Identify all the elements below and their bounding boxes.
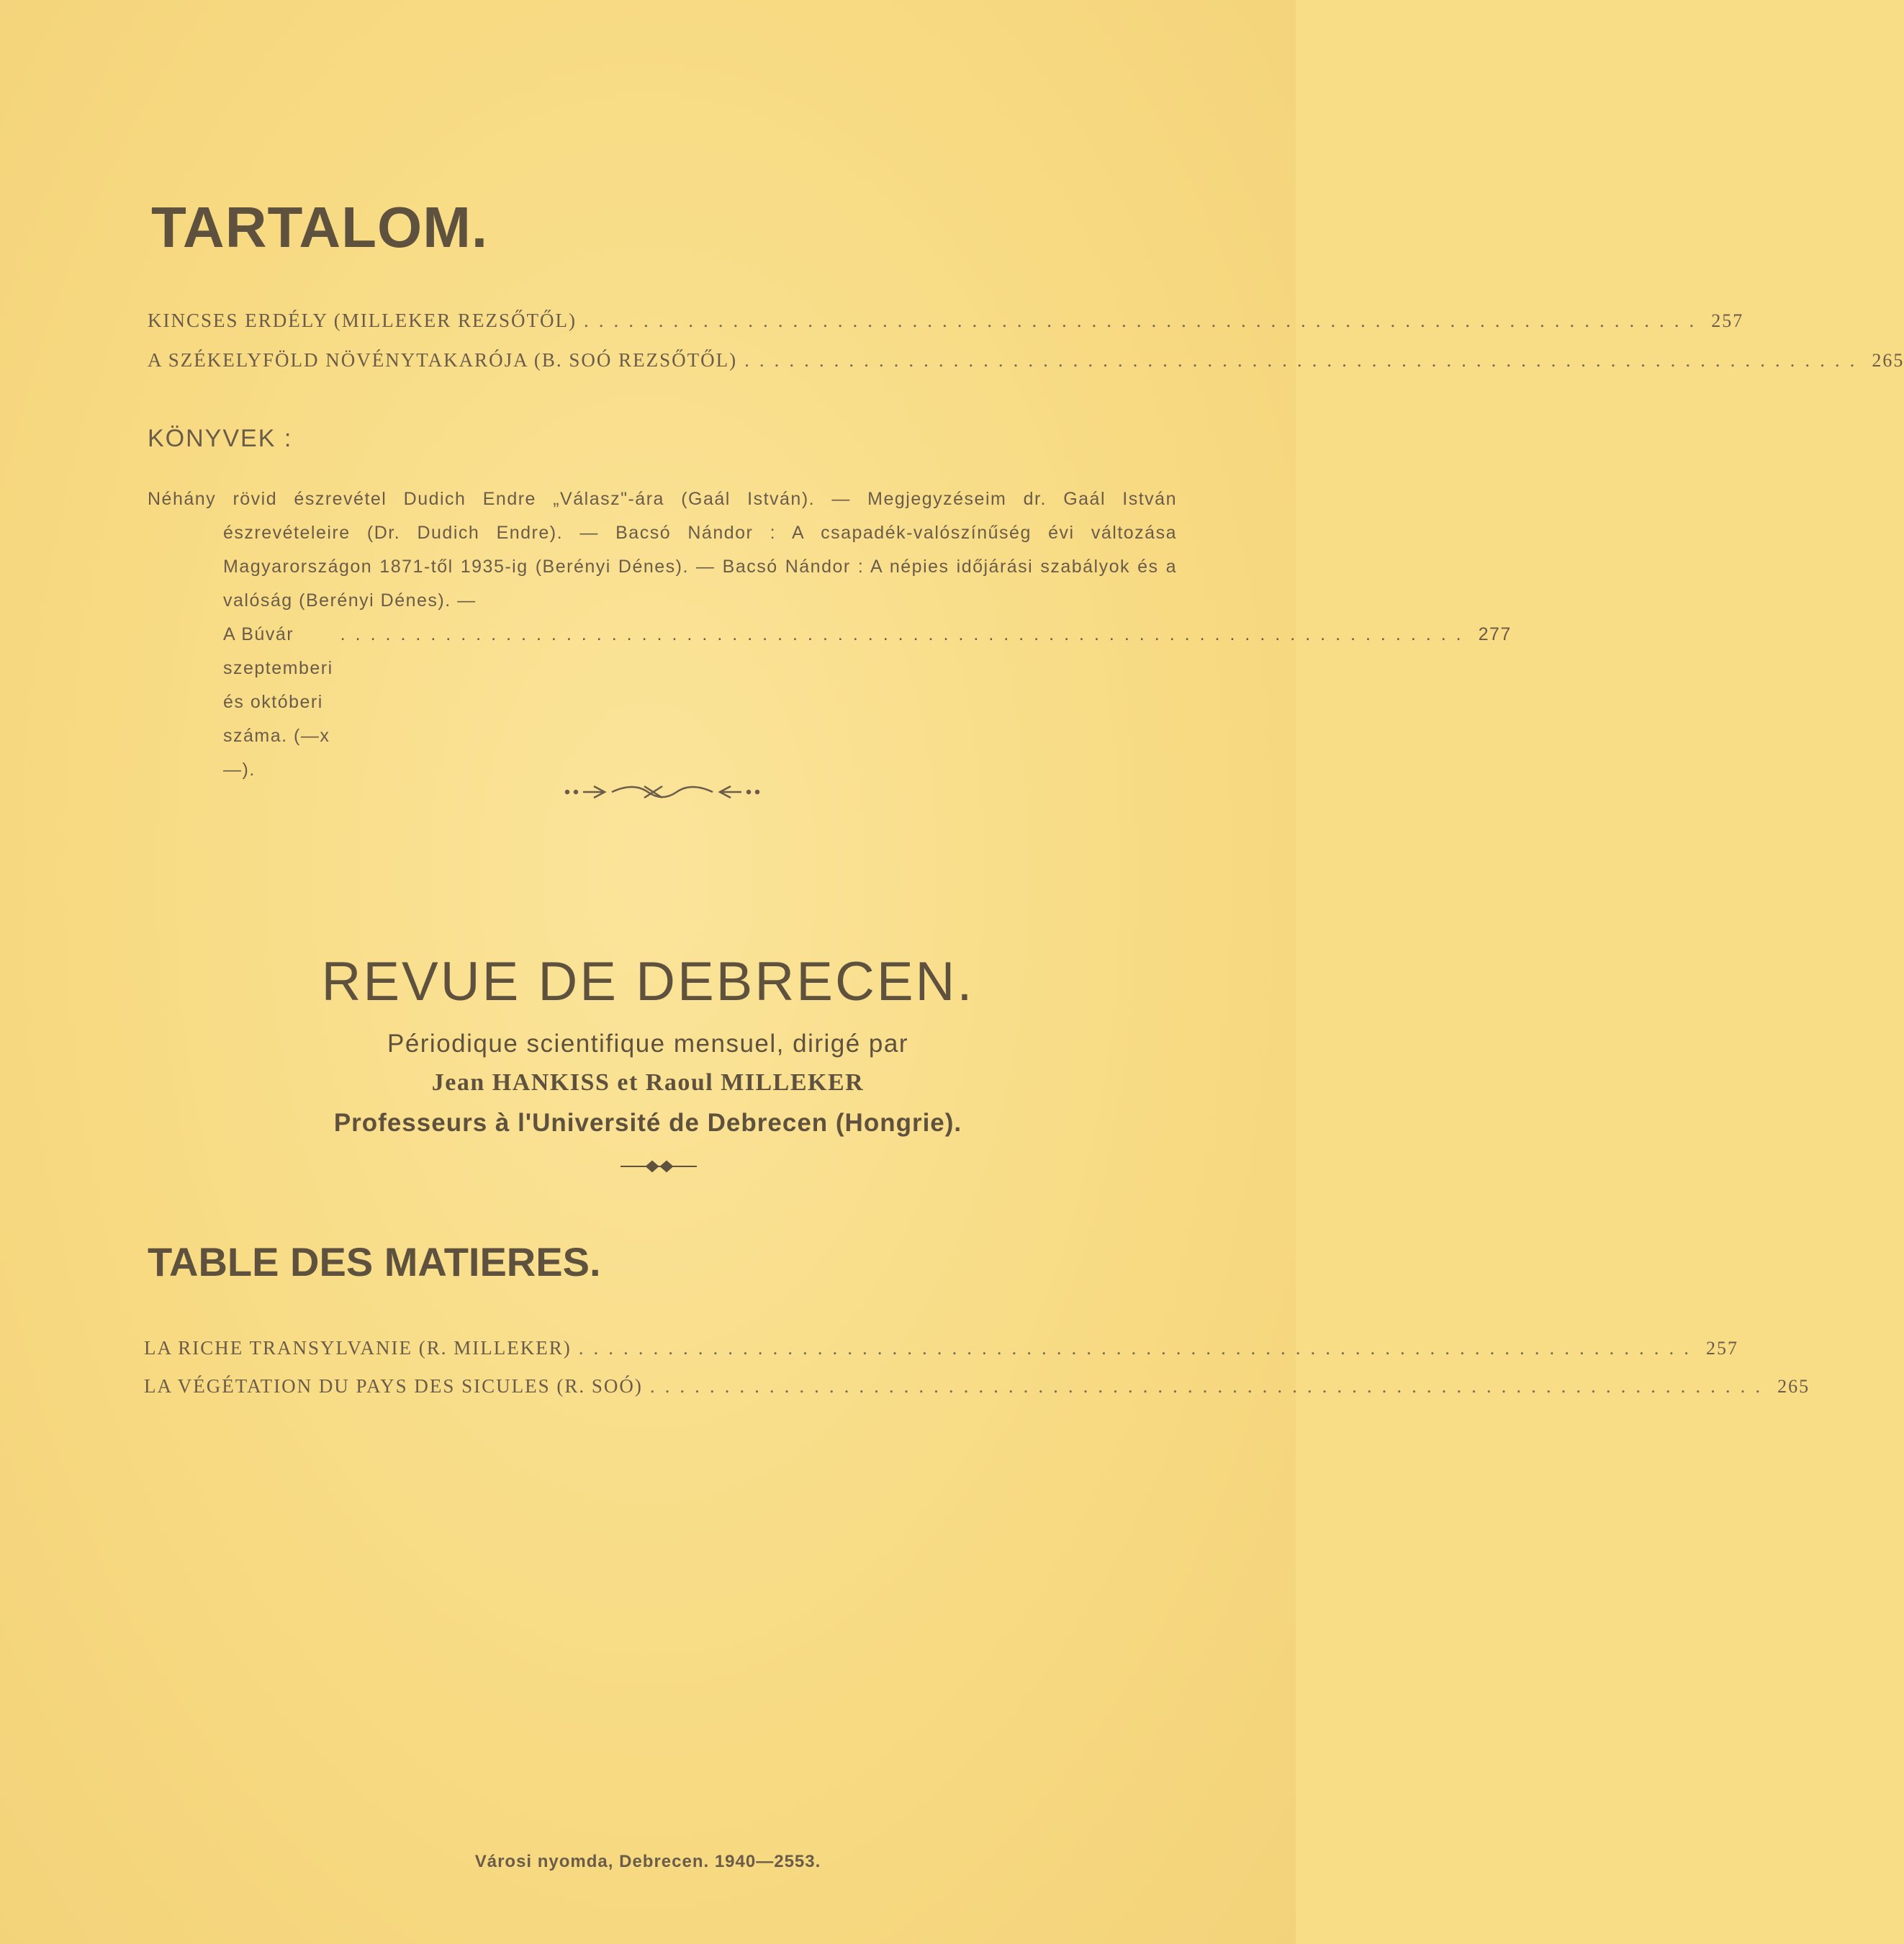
small-ornament-icon xyxy=(619,1156,698,1177)
books-last-text: A Búvár szeptemberi és októberi száma. (—x—). xyxy=(223,624,333,780)
leader-dots: ........................................................................... xyxy=(649,1375,1771,1397)
toc-entry-page: 257 xyxy=(1706,1338,1739,1359)
books-section-label: KÖNYVEK : xyxy=(148,425,293,452)
revue-editors: Jean HANKISS et Raoul MILLEKER xyxy=(431,1069,865,1096)
books-page: 277 xyxy=(1478,624,1512,644)
toc-entry-text: KINCSES ERDÉLY (MILLEKER REZSŐTŐL) xyxy=(148,310,577,331)
printer-footer: Városi nyomda, Debrecen. 1940—2553. xyxy=(474,1852,821,1871)
ornament-icon xyxy=(561,778,763,806)
toc-entry xyxy=(148,310,1744,332)
leader-dots: ........................................................................... xyxy=(578,1337,1700,1359)
toc-entry-text: LA RICHE TRANSYLVANIE (R. MILLEKER) xyxy=(144,1337,572,1359)
revue-affiliation: Professeurs à l'Université de Debrecen (Hongrie). xyxy=(333,1109,962,1137)
toc-entry-text: A SZÉKELYFÖLD NÖVÉNYTAKARÓJA (B. SOÓ REZSŐTŐL) xyxy=(148,349,738,371)
toc-entry-page: 265 xyxy=(1777,1376,1810,1397)
contents-title-fr: TABLE DES MATIERES. xyxy=(148,1239,601,1284)
books-text: Néhány rövid észrevétel Dudich Endre „Válasz"-ára (Gaál István). — Megjegyzéseim dr. Gaál István észrevételeire (Dr. Dudich Endre). — Bacsó Nándor : A csapadék-valószínűség évi változása Magyarországon 1871-től 1935-ig (Berényi Dénes). — Bacsó Nándor : A népies időjárási szabályok és a valóság (Berényi Dénes). — xyxy=(148,489,1177,611)
contents-title-hu: TARTALOM. xyxy=(151,195,489,259)
toc-entry-page: 265 xyxy=(1872,350,1904,371)
toc-entry-text: LA VÉGÉTATION DU PAYS DES SICULES (R. SOÓ) xyxy=(144,1375,643,1397)
leader-dots: ........................................................................... xyxy=(744,349,1865,371)
revue-title: REVUE DE DEBRECEN. xyxy=(321,951,975,1012)
leader-dots: ........................................................................... xyxy=(584,310,1705,331)
books-last-line xyxy=(148,618,1512,787)
toc-entry xyxy=(144,1375,1810,1398)
revue-subtitle: Périodique scientifique mensuel, dirigé par xyxy=(387,1030,909,1058)
toc-entry-page: 257 xyxy=(1711,310,1744,331)
toc-entry xyxy=(148,349,1904,372)
toc-entry xyxy=(144,1337,1739,1359)
books-entry xyxy=(148,482,1512,787)
leader-dots: ........................................................................... xyxy=(340,624,1471,644)
